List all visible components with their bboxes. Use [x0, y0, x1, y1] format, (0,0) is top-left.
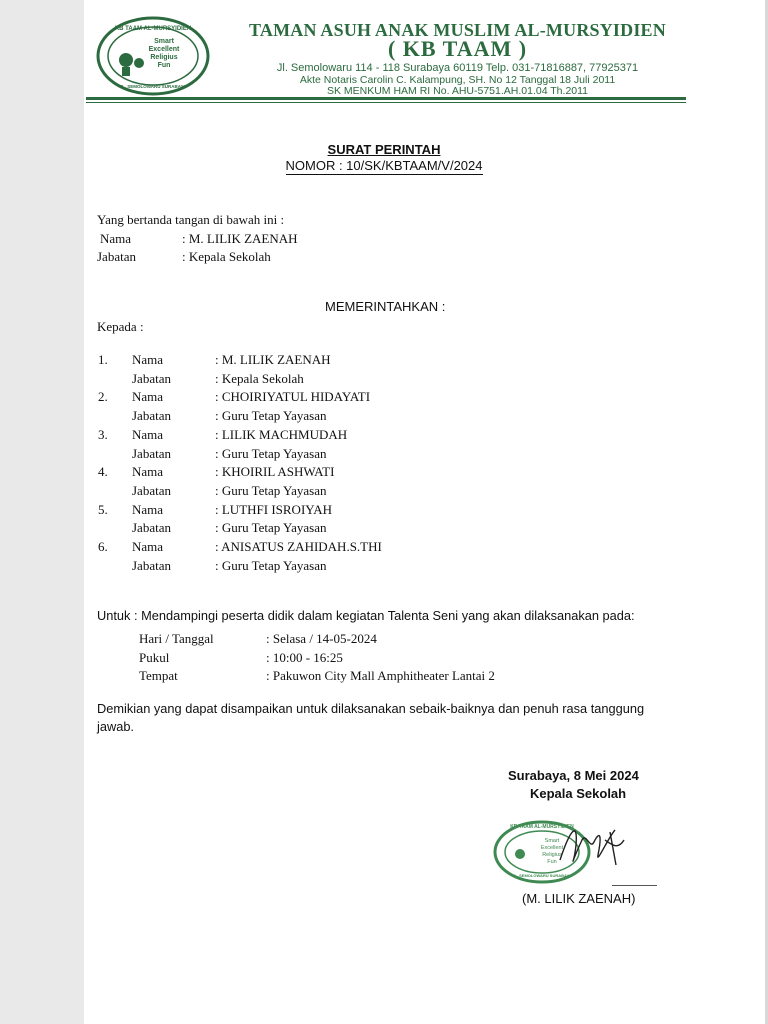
recipient-number: 4.: [98, 464, 108, 480]
document-title: SURAT PERINTAH: [327, 142, 441, 157]
document-number-wrap: [84, 158, 684, 173]
recipient-name-value: : LUTHFI ISROIYAH: [215, 501, 332, 517]
recipient-name-label: Nama: [132, 426, 164, 442]
recipient-number: 3.: [98, 426, 108, 442]
stamp-text-smart: Smart: [544, 838, 560, 844]
logo-text-excellent: Excellent: [148, 46, 180, 53]
logo-text-bottom: JL. SEMOLOWARU SURABAYA: [119, 84, 187, 89]
signer-title: Kepala Sekolah: [530, 786, 627, 801]
logo-text-top: KB TAAM AL-MURSYIDIEN: [114, 26, 192, 32]
signer-role-label: Jabatan: [97, 249, 136, 264]
event-place-label: Tempat: [139, 668, 178, 683]
stamp-text-fun: Fun: [547, 859, 557, 865]
org-notary: Akte Notaris Carolin C. Kalampung, SH. No 12 Tanggal 18 Juli 2011: [299, 74, 616, 86]
recipient-name-label: Nama: [132, 539, 164, 554]
closing-line-1: Demikian yang dapat disampaikan untuk dilaksanakan sebaik-baiknya dan penuh rasa tanggung: [97, 701, 645, 716]
org-address: Jl. Semolowaru 114 - 118 Surabaya 60119 Telp. 031-71816887, 77925371: [276, 62, 639, 74]
recipient-role-value: : Guru Tetap Yayasan: [215, 520, 327, 536]
order-heading: MEMERINTAHKAN :: [325, 299, 446, 314]
signer-name-label: Nama: [100, 231, 132, 246]
header-rule-thin: [86, 102, 686, 103]
signature-underline: [612, 885, 657, 886]
school-logo: [96, 16, 210, 96]
recipient-role-label: Jabatan: [132, 557, 171, 573]
school-stamp: [490, 810, 640, 900]
org-short-name: ( KB TAAM ): [387, 36, 528, 61]
recipient-name-value: : LILIK MACHMUDAH: [215, 426, 348, 442]
stamp-text-bottom: JL. SEMOLOWARU SURABAYA: [512, 873, 572, 878]
recipient-role-value: : Guru Tetap Yayasan: [215, 557, 327, 573]
recipient-name-label: Nama: [132, 352, 164, 367]
recipient-role-value: : Guru Tetap Yayasan: [215, 445, 327, 461]
to-label: Kepada :: [97, 319, 144, 334]
recipient-name-label: Nama: [132, 389, 164, 405]
place-date: Surabaya, 8 Mei 2024: [508, 768, 639, 783]
recipient-role-value: : Kepala Sekolah: [215, 370, 304, 386]
org-name: TAMAN ASUH ANAK MUSLIM AL-MURSYIDIEN: [249, 20, 666, 40]
recipient-number: 6.: [98, 539, 108, 554]
intro-text: Yang bertanda tangan di bawah ini :: [97, 212, 285, 227]
logo-text-religius: Religius: [150, 54, 178, 61]
recipient-role-label: Jabatan: [132, 445, 171, 461]
recipient-role-label: Jabatan: [132, 408, 171, 424]
recipient-name-label: Nama: [132, 501, 164, 517]
recipient-name-value: : M. LILIK ZAENAH: [215, 352, 331, 367]
recipient-number: 1.: [98, 352, 108, 367]
recipient-role-value: : Guru Tetap Yayasan: [215, 408, 327, 424]
stamp-text-top: KB TAAM AL-MURSYIDIEN: [510, 824, 574, 830]
recipient-name-label: Nama: [132, 464, 164, 480]
stamp-text-religius: Religius: [542, 852, 562, 858]
recipient-name-value: : KHOIRIL ASHWATI: [215, 464, 335, 480]
recipient-role-label: Jabatan: [132, 370, 171, 386]
recipient-number: 5.: [98, 501, 108, 517]
recipient-role-value: : Guru Tetap Yayasan: [215, 482, 327, 498]
event-time-value: : 10:00 - 16:25: [266, 650, 343, 665]
purpose-text: Untuk : Mendampingi peserta didik dalam kegiatan Talenta Seni yang akan dilaksanakan pada:: [97, 608, 635, 623]
recipient-role-label: Jabatan: [132, 482, 171, 498]
document-number: NOMOR : 10/SK/KBTAAM/V/2024: [285, 158, 483, 173]
event-place-value: : Pakuwon City Mall Amphitheater Lantai 2: [266, 668, 495, 683]
signer-name: (M. LILIK ZAENAH): [522, 891, 636, 906]
logo-text-smart: Smart: [154, 38, 174, 45]
stamp-text-excellent: Excellent: [540, 845, 564, 851]
signer-name-value: : M. LILIK ZAENAH: [182, 231, 298, 246]
recipient-number: 2.: [98, 389, 108, 405]
org-sk: SK MENKUM HAM RI No. AHU-5751.AH.01.04 Th.2011: [326, 85, 589, 97]
recipient-role-label: Jabatan: [132, 520, 171, 536]
event-date-label: Hari / Tanggal: [139, 631, 214, 646]
logo-text-fun: Fun: [157, 62, 171, 69]
recipient-name-value: : CHOIRIYATUL HIDAYATI: [215, 389, 371, 405]
signature-mark: [560, 830, 624, 865]
event-date-value: : Selasa / 14-05-2024: [266, 631, 377, 646]
header-rule-thick: [86, 97, 686, 100]
closing-line-2: jawab.: [97, 719, 134, 734]
signer-role-value: : Kepala Sekolah: [182, 249, 271, 264]
event-time-label: Pukul: [139, 650, 170, 665]
recipient-name-value: : ANISATUS ZAHIDAH.S.THI: [215, 539, 382, 554]
